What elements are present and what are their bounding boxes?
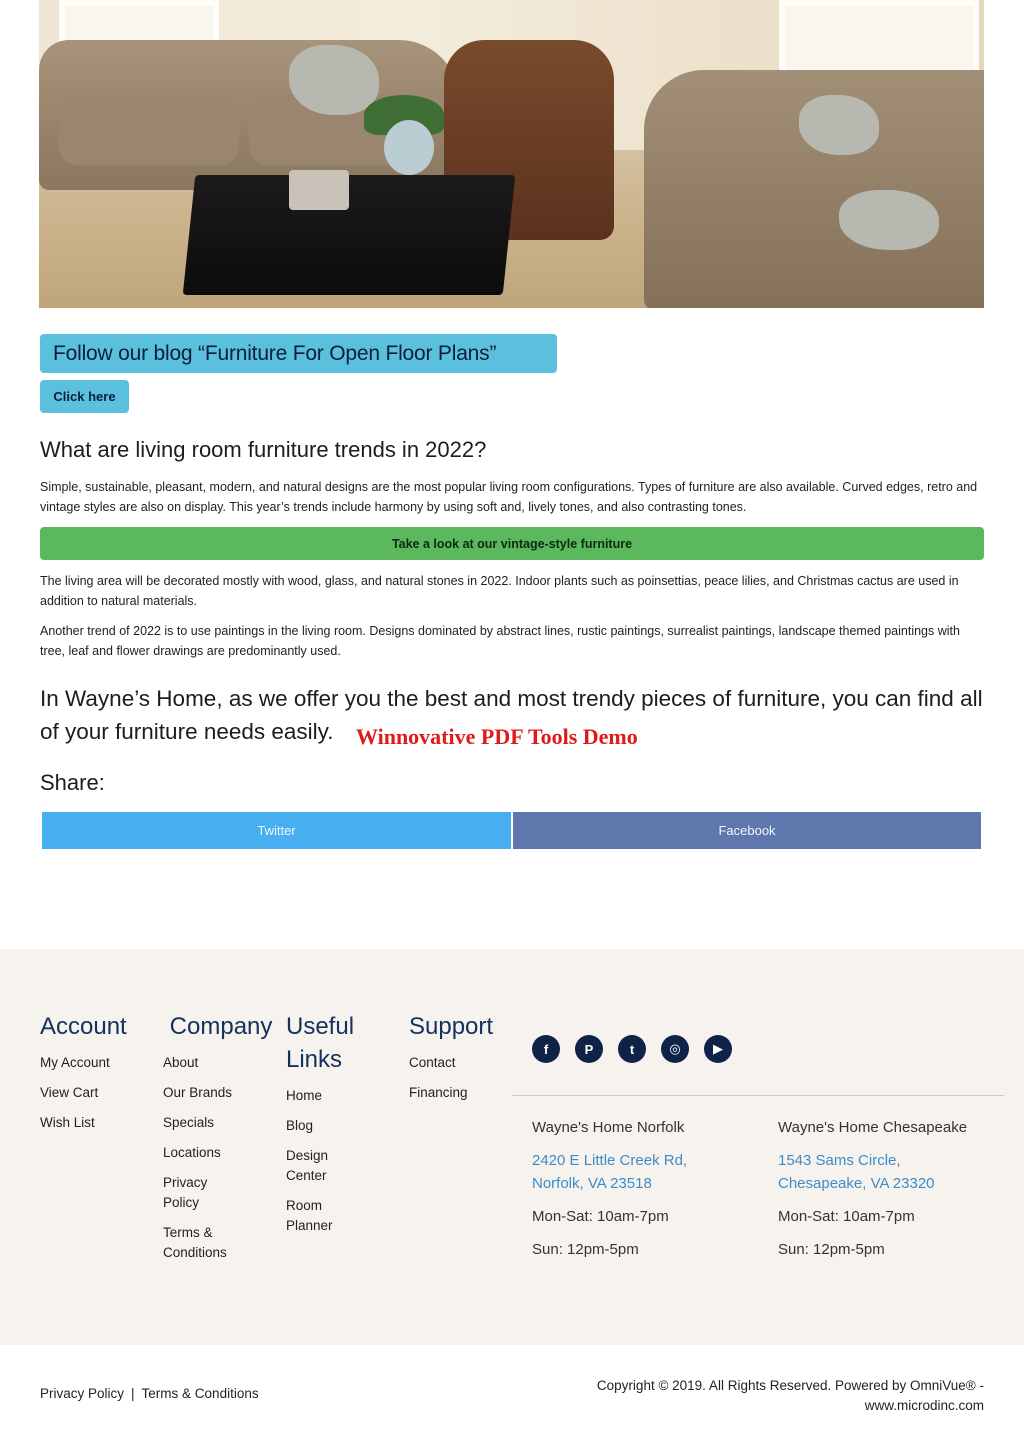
footer-column-title: Support [409,1013,494,1040]
footer-link-contact[interactable]: Contact [409,1055,456,1070]
footer-column-useful-links [286,1010,396,1246]
share-facebook-button[interactable] [513,812,981,849]
footer-link-specials[interactable]: Specials [163,1115,215,1130]
bottom-terms-link[interactable]: Terms & Conditions [141,1386,259,1401]
store-name: Wayne's Home Chesapeake [778,1119,968,1136]
trends-paragraph-2: The living area will be decorated mostly with wood, glass, and natural stones in 2022. Indoor plants such as poinsettias, peace lilies, and Christmas cactus are used in addition to natural materials. [40,574,959,608]
footer-column-company [163,1010,273,1273]
pdf-watermark: Winnovative PDF Tools Demo [356,724,638,749]
instagram-icon[interactable]: ◎ [661,1035,689,1063]
copyright-text: Copyright © 2019. All Rights Reserved. Powered by OmniVue® - www.microdinc.com [596,1378,984,1413]
share-twitter-button[interactable] [42,812,511,849]
store-norfolk [532,1116,747,1271]
facebook-icon[interactable]: f [532,1035,560,1063]
bottom-privacy-policy-link[interactable]: Privacy Policy [40,1386,125,1401]
trends-paragraph-1: Simple, sustainable, pleasant, modern, and natural designs are the most popular living room configurations. Types of furniture are also available. Curved edges, retro and vintage styles are also on display. This year’s trends include harmony by using soft and, lively tones, and also contrasting tones. [40,480,978,514]
footer-link-blog[interactable]: Blog [286,1118,314,1133]
vintage-furniture-button[interactable] [40,527,984,560]
pinterest-icon[interactable]: P [575,1035,603,1063]
footer-link-my-account[interactable]: My Account [40,1055,110,1070]
social-icons [532,1035,732,1063]
footer-divider [512,1095,1004,1096]
store-hours-weekday: Mon-Sat: 10am-7pm [532,1208,669,1225]
footer-column-title: Account [40,1013,127,1040]
blog-banner [40,334,557,373]
footer-link-design-center[interactable]: Design Center [286,1148,329,1183]
vintage-button-label: Take a look at our vintage-style furniture [391,536,633,551]
blog-click-here-button[interactable] [40,380,129,413]
share-label: Share: [40,770,105,795]
footer-column-title: Useful Links [286,1013,355,1073]
store-address-link[interactable]: 1543 Sams Circle, Chesapeake, VA 23320 [778,1152,935,1192]
twitter-label: Twitter [257,823,296,838]
footer-column-account [40,1010,150,1143]
footer-link-view-cart[interactable]: View Cart [40,1085,99,1100]
footer-link-locations[interactable]: Locations [163,1145,221,1160]
footer-column-support [409,1010,519,1113]
store-address-link[interactable]: 2420 E Little Creek Rd, Norfolk, VA 23518 [532,1152,688,1192]
footer-column-title: Company [163,1013,273,1040]
footer-link-wish-list[interactable]: Wish List [40,1115,95,1130]
footer-link-our-brands[interactable]: Our Brands [163,1085,233,1100]
footer-link-about[interactable]: About [163,1055,199,1070]
click-here-label: Click here [53,389,116,404]
hero-living-room-image [39,0,984,308]
legal-separator: | [131,1386,135,1401]
footer-link-room-planner[interactable]: Room Planner [286,1198,333,1233]
youtube-icon[interactable]: ▶ [704,1035,732,1063]
closing-heading: In Wayne’s Home, as we offer you the best and most trendy pieces of furniture, you can find all of your furniture needs easily. [40,686,983,744]
legal-links [40,1386,259,1401]
footer-link-privacy-policy[interactable]: Privacy Policy [163,1175,208,1210]
footer-link-financing[interactable]: Financing [409,1085,468,1100]
facebook-label: Facebook [718,823,776,838]
blog-banner-text: Follow our blog “Furniture For Open Floor Plans” [53,341,497,365]
twitter-icon[interactable]: t [618,1035,646,1063]
store-name: Wayne's Home Norfolk [532,1119,685,1136]
footer-link-home[interactable]: Home [286,1088,323,1103]
store-hours-weekday: Mon-Sat: 10am-7pm [778,1208,915,1225]
trends-paragraph-3: Another trend of 2022 is to use paintings in the living room. Designs dominated by abstract lines, rustic paintings, surrealist paintings, landscape themed paintings with tree, leaf and flower drawings are predominantly used. [40,624,960,658]
store-chesapeake [778,1116,993,1271]
footer-link-terms-conditions[interactable]: Terms & Conditions [163,1225,227,1260]
store-hours-sunday: Sun: 12pm-5pm [532,1241,639,1258]
trends-heading: What are living room furniture trends in 2022? [40,437,487,462]
store-hours-sunday: Sun: 12pm-5pm [778,1241,885,1258]
